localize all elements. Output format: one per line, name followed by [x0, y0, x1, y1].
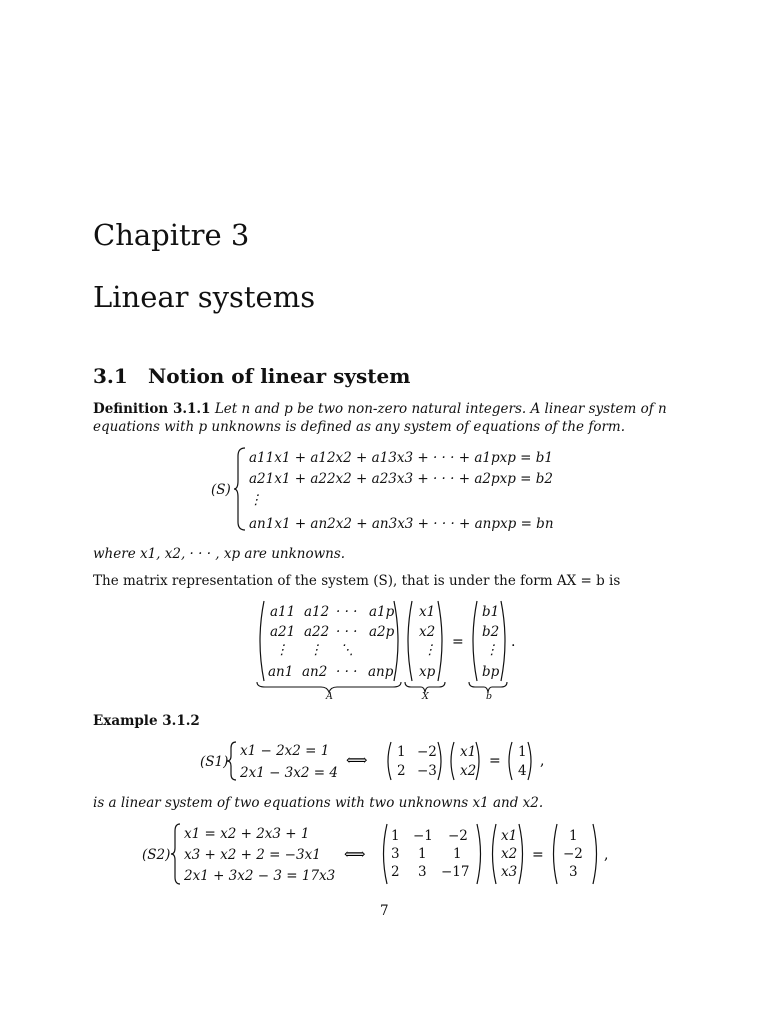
matrix-a-cell: · · · [336, 624, 358, 640]
matrix-a-cell: ⋮ [309, 642, 323, 658]
vector-x-cell: x1 [419, 604, 436, 620]
svg-text:,: , [604, 847, 609, 863]
system-s1-label: (S1) [200, 754, 229, 770]
svg-text:=: = [489, 753, 501, 769]
system-s-equation-2: a21x1 + a22x2 + a23x3 + · · · + a2pxp = b2 [249, 471, 553, 487]
vector-b-cell: ⋮ [485, 642, 499, 658]
vector-b-cell: b1 [482, 604, 500, 620]
s1-vector-x-cell: x2 [460, 763, 477, 779]
s2-vector-b-cell: −2 [563, 846, 583, 862]
matrix-a-left-paren [260, 601, 264, 681]
definition-text-1: Let n and p be two non-zero natural integers. A linear system of n [214, 401, 667, 417]
matrix-x-right-paren [438, 601, 442, 681]
svg-text:.: . [511, 634, 516, 650]
matrix-b-right-paren [501, 601, 505, 681]
s2-matrix-cell: 2 [391, 864, 400, 880]
s2-vector-b-cell: 3 [569, 864, 578, 880]
matrix-a-cell: ⋱ [340, 642, 354, 658]
system-s2-label: (S2) [142, 847, 171, 863]
svg-text:,: , [540, 753, 545, 769]
label-b: b [486, 691, 493, 702]
example-text: is a linear system of two equations with two unknowns x1 and x2. [93, 795, 544, 811]
matrix-a-cell: an2 [302, 664, 328, 680]
matrix-a-cell: a1p [369, 604, 395, 620]
system-s1-equation-1: x1 − 2x2 = 1 [240, 743, 330, 759]
s1-matrix-cell: 2 [397, 763, 406, 779]
chapter-title: Linear systems [93, 280, 316, 314]
s1-matrix-cell: 1 [397, 744, 406, 760]
system-s1-brace [226, 740, 238, 782]
matrix-intro: The matrix representation of the system (S), that is under the form AX = b is [93, 573, 621, 589]
definition-line-1 [93, 401, 667, 417]
s2-vector-x-cell: x3 [501, 864, 518, 880]
vector-b-cell: bp [482, 664, 500, 680]
unknowns-note: where x1, x2, · · · , xp are unknowns. [93, 546, 346, 562]
s2-matrix-cell: 3 [391, 846, 400, 862]
matrix-a-cell: anp [368, 664, 394, 680]
s2-matrix-cell: 1 [391, 828, 400, 844]
matrix-a-cell: ⋮ [275, 642, 289, 658]
s2-matrix-cell: −2 [448, 828, 468, 844]
system-s2-equation-3: 2x1 + 3x2 − 3 = 17x3 [184, 868, 336, 884]
vector-x-cell: xp [419, 664, 436, 680]
s2-vector-x-cell: x1 [501, 828, 518, 844]
s2-vector-b-cell: 1 [569, 828, 578, 844]
s1-vector-b-cell: 4 [518, 763, 527, 779]
example-label: Example 3.1.2 [93, 713, 200, 729]
system-s-label: (S) [211, 482, 231, 498]
system-s-brace [233, 446, 247, 532]
matrix-a-cell: · · · [336, 604, 358, 620]
s1-matrix-cell: −3 [417, 763, 437, 779]
section-number: 3.1 [93, 364, 128, 388]
system-s2-equation-2: x3 + x2 + 2 = −3x1 [184, 847, 321, 863]
svg-text:=: = [532, 847, 544, 863]
vector-x-cell: ⋮ [423, 642, 437, 658]
s2-matrix-cell: −17 [441, 864, 470, 880]
system-s-equation-1: a11x1 + a12x2 + a13x3 + · · · + a1pxp = b1 [249, 450, 553, 466]
svg-text:⟺: ⟺ [346, 751, 368, 769]
vector-x-cell: x2 [419, 624, 436, 640]
s2-matrix-cell: 3 [418, 864, 427, 880]
system-s1-equation-2: 2x1 − 3x2 = 4 [240, 765, 338, 781]
s1-matrix-cell: −2 [417, 744, 437, 760]
s1-vector-x-cell: x1 [460, 744, 477, 760]
matrix-a-right-paren [394, 601, 398, 681]
s2-matrix-cell: 1 [418, 846, 427, 862]
matrix-x-left-paren [408, 601, 412, 681]
svg-text:⟺: ⟺ [344, 845, 366, 863]
s2-matrix-cell: −1 [413, 828, 433, 844]
definition-text-2: equations with p unknowns is defined as any system of equations of the form. [93, 419, 626, 435]
matrix-a-cell: a11 [270, 604, 296, 620]
definition-label: Definition 3.1.1 [93, 401, 211, 417]
s1-vector-b-cell: 1 [518, 744, 527, 760]
system-s-vdots: ⋮ [249, 492, 263, 508]
matrix-b-left-paren [473, 601, 477, 681]
s2-vector-x-cell: x2 [501, 846, 518, 862]
matrix-a-cell: a21 [270, 624, 296, 640]
s2-matrix-cell: 1 [453, 846, 462, 862]
vector-b-cell: b2 [482, 624, 500, 640]
matrix-a-cell: a12 [304, 604, 330, 620]
matrix-a-cell: a2p [369, 624, 395, 640]
system-s2-equation-1: x1 = x2 + 2x3 + 1 [184, 826, 310, 842]
matrix-a-cell: a22 [304, 624, 330, 640]
matrix-a-cell: an1 [268, 664, 294, 680]
svg-text:=: = [452, 634, 464, 650]
page-number: 7 [380, 903, 389, 919]
system-s-equation-n: an1x1 + an2x2 + an3x3 + · · · + anpxp = bn [249, 516, 554, 532]
system-s2-brace [170, 822, 182, 886]
label-x: X [422, 691, 429, 702]
matrix-a-cell: · · · [336, 664, 358, 680]
label-a: A [326, 691, 333, 702]
chapter-heading: Chapitre 3 [93, 218, 250, 252]
section-title: Notion of linear system [148, 364, 411, 388]
